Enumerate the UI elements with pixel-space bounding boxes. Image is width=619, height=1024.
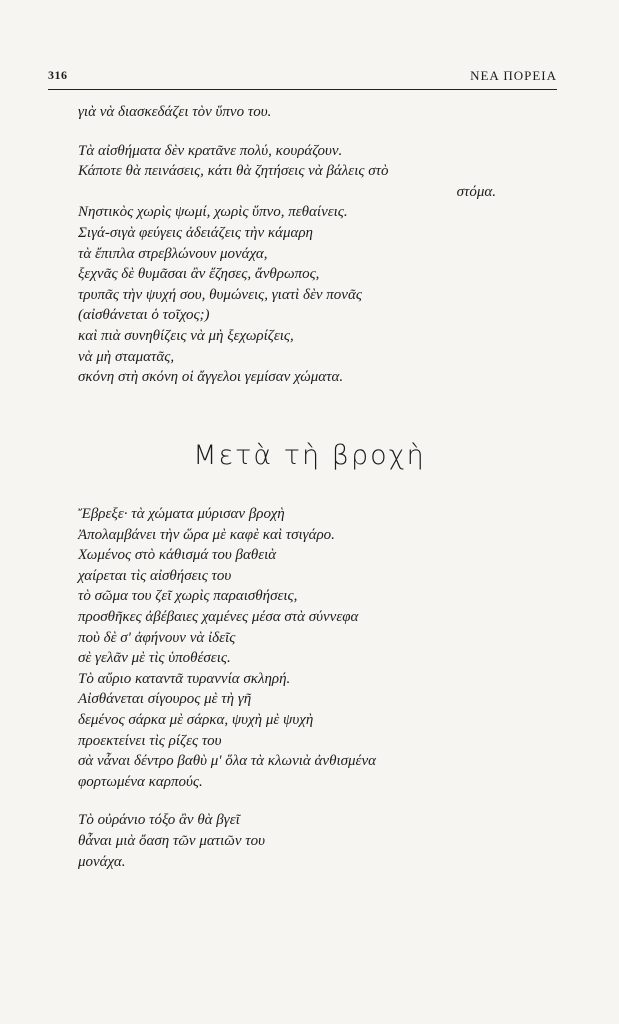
poem-line: ξεχνᾶς δὲ θυμᾶσαι ἂν ἔζησες, ἄνθρωπος, <box>78 266 320 283</box>
poem-title: Μετὰ τὴ βροχὴ <box>193 440 426 471</box>
poem-line: Τὸ αὔριο καταντᾶ τυραννία σκληρή. <box>78 670 291 687</box>
poem-line: Ἔβρεξε· τὰ χώματα μύρισαν βροχὴ <box>78 506 285 522</box>
poem-line: Σιγά-σιγὰ φεύγεις ἀδειάζεις τὴν κάμαρη <box>78 224 313 241</box>
poem-after-the-rain <box>78 504 508 872</box>
poem-line: Χωμένος στὸ κάθισμά του βαθειὰ <box>78 547 277 564</box>
poem-line: σκόνη στὴ σκόνη οἱ ἄγγελοι γεμίσαν χώματα. <box>78 369 344 386</box>
poem-line: προεκτείνει τὶς ρίζες του <box>78 732 222 749</box>
poem-line: προσθῆκες ἀβέβαιες χαμένες μέσα στὰ σύννεφα <box>78 608 359 625</box>
poem-continuation <box>78 102 508 388</box>
running-title: ΝΕΑ ΠΟΡΕΙΑ <box>470 68 557 83</box>
poem-line: τὸ σῶμα του ζεῖ χωρὶς παραισθήσεις, <box>78 588 298 605</box>
poem-line: νὰ μὴ σταματᾶς, <box>78 348 175 365</box>
poem-line: ποὺ δὲ σ' ἀφήνουν νὰ ἰδεῖς <box>78 629 236 646</box>
poem-line: Νηστικὸς χωρὶς ψωμί, χωρὶς ὕπνο, πεθαίνεις. <box>78 204 348 221</box>
poem-line: Αἰσθάνεται σίγουρος μὲ τὴ γῆ <box>78 691 252 708</box>
poem-line: σὰ νἆναι δέντρο βαθὺ μ' ὅλα τὰ κλωνιὰ ἀνθισμένα <box>78 753 376 770</box>
page-header <box>48 66 557 88</box>
poem-line: (αἰσθάνεται ὁ τοῖχος;) <box>78 307 210 324</box>
stanza-break <box>78 792 508 810</box>
poem-line: Τὸ οὐράνιο τόξο ἂν θὰ βγεῖ <box>78 812 240 829</box>
page-number: 316 <box>48 68 68 82</box>
poem-line: τρυπᾶς τὴν ψυχή σου, θυμώνεις, γιατὶ δὲν πονᾶς <box>78 286 362 303</box>
poem-line: Τὰ αἰσθήματα δὲν κρατᾶνε πολύ, κουράζουν. <box>78 142 343 159</box>
poem-line: μονάχα. <box>78 853 126 870</box>
poem-line: Ἀπολαμβάνει τὴν ὥρα μὲ καφὲ καὶ τσιγάρο. <box>78 526 335 543</box>
poem-line: θἆναι μιὰ ὄαση τῶν ματιῶν του <box>78 832 266 849</box>
poem-line: Κάποτε θὰ πεινάσεις, κάτι θὰ ζητήσεις νὰ βάλεις στὸ <box>78 163 389 180</box>
poem-line: δεμένος σάρκα μὲ σάρκα, ψυχὴ μὲ ψυχὴ <box>78 711 314 728</box>
header-rule <box>48 89 557 90</box>
poem-line: φορτωμένα καρπούς. <box>78 773 203 790</box>
poem-line: τὰ ἔπιπλα στρεβλώνουν μονάχα, <box>78 245 268 262</box>
stanza-break <box>78 123 508 141</box>
poem-line: καὶ πιὰ συνηθίζεις νὰ μὴ ξεχωρίζεις, <box>78 327 294 344</box>
poem-line: χαίρεται τὶς αἰσθήσεις του <box>78 567 232 584</box>
poem-line: σὲ γελᾶν μὲ τὶς ὑποθέσεις. <box>78 650 231 667</box>
poem-line: γιὰ νὰ διασκεδάζει τὸν ὕπνο του. <box>78 104 272 120</box>
poem-line: στόμα. <box>456 183 496 200</box>
